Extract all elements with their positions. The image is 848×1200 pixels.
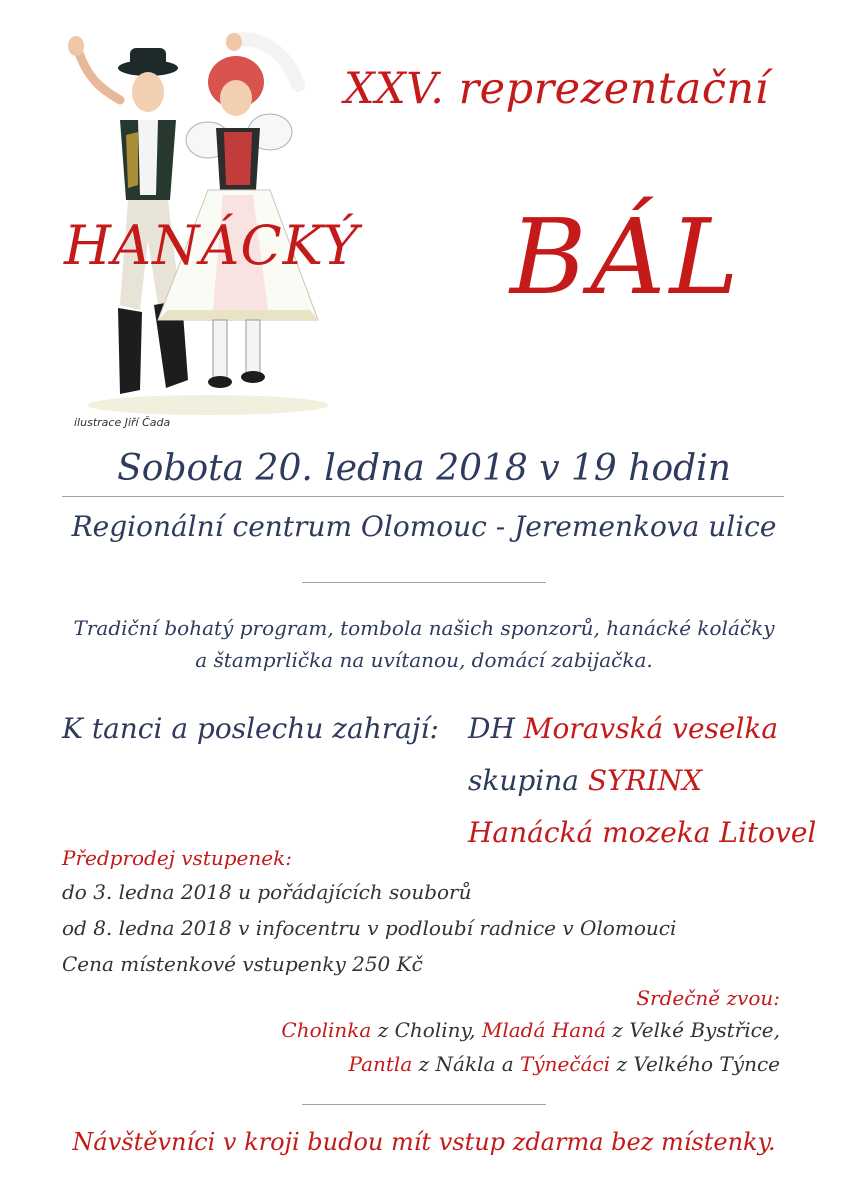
folk-group-origin: z Nákla a bbox=[412, 1052, 521, 1076]
folk-group-origin: z Velkého Týnce bbox=[610, 1052, 780, 1076]
divider-short bbox=[302, 1104, 546, 1105]
presale-title: Předprodej vstupenek: bbox=[62, 846, 292, 870]
band-name: Hanácká mozeka Litovel bbox=[468, 816, 817, 849]
event-edition-title: XXV. reprezentační bbox=[344, 64, 769, 114]
band-item bbox=[468, 764, 702, 797]
folk-group-name: Mladá Haná bbox=[481, 1018, 606, 1042]
ticket-price: Cena místenkové vstupenky 250 Kč bbox=[62, 952, 423, 976]
folk-group-origin: z Velké Bystřice, bbox=[605, 1018, 780, 1042]
invitation-row bbox=[349, 1052, 780, 1076]
band-prefix: skupina bbox=[468, 764, 588, 797]
invitation-row bbox=[281, 1018, 780, 1042]
illustration-credit: ilustrace Jiří Čada bbox=[74, 416, 171, 429]
band-item bbox=[468, 712, 778, 745]
folk-group-name: Pantla bbox=[348, 1052, 413, 1076]
invitation-title: Srdečně zvou: bbox=[636, 986, 780, 1010]
band-item bbox=[468, 816, 816, 849]
band-prefix: DH bbox=[468, 712, 524, 745]
program-description-line: a štamprlička na uvítanou, domácí zabijačka. bbox=[195, 648, 653, 672]
program-description-line: Tradiční bohatý program, tombola našich sponzorů, hanácké koláčky bbox=[73, 616, 775, 640]
event-venue: Regionální centrum Olomouc - Jeremenkova ulice bbox=[71, 510, 777, 543]
presale-line: do 3. ledna 2018 u pořádajících souborů bbox=[62, 880, 472, 904]
folk-group-name: Týnečáci bbox=[520, 1052, 611, 1076]
event-title-hanacky: HANÁCKÝ bbox=[64, 214, 360, 277]
event-date: Sobota 20. ledna 2018 v 19 hodin bbox=[117, 448, 731, 489]
music-label: K tanci a poslechu zahrají: bbox=[62, 712, 439, 745]
band-name: Moravská veselka bbox=[523, 712, 779, 745]
band-name: SYRINX bbox=[587, 764, 703, 797]
folk-group-name: Cholinka bbox=[281, 1018, 372, 1042]
event-title-bal: BÁL bbox=[510, 196, 743, 318]
divider-long bbox=[62, 496, 784, 497]
presale-line: od 8. ledna 2018 v infocentru v podloubí radnice v Olomouci bbox=[62, 916, 677, 940]
divider-short bbox=[302, 582, 546, 583]
costume-entry-note: Návštěvníci v kroji budou mít vstup zdarma bez místenky. bbox=[72, 1128, 776, 1156]
folk-group-origin: z Choliny, bbox=[371, 1018, 482, 1042]
